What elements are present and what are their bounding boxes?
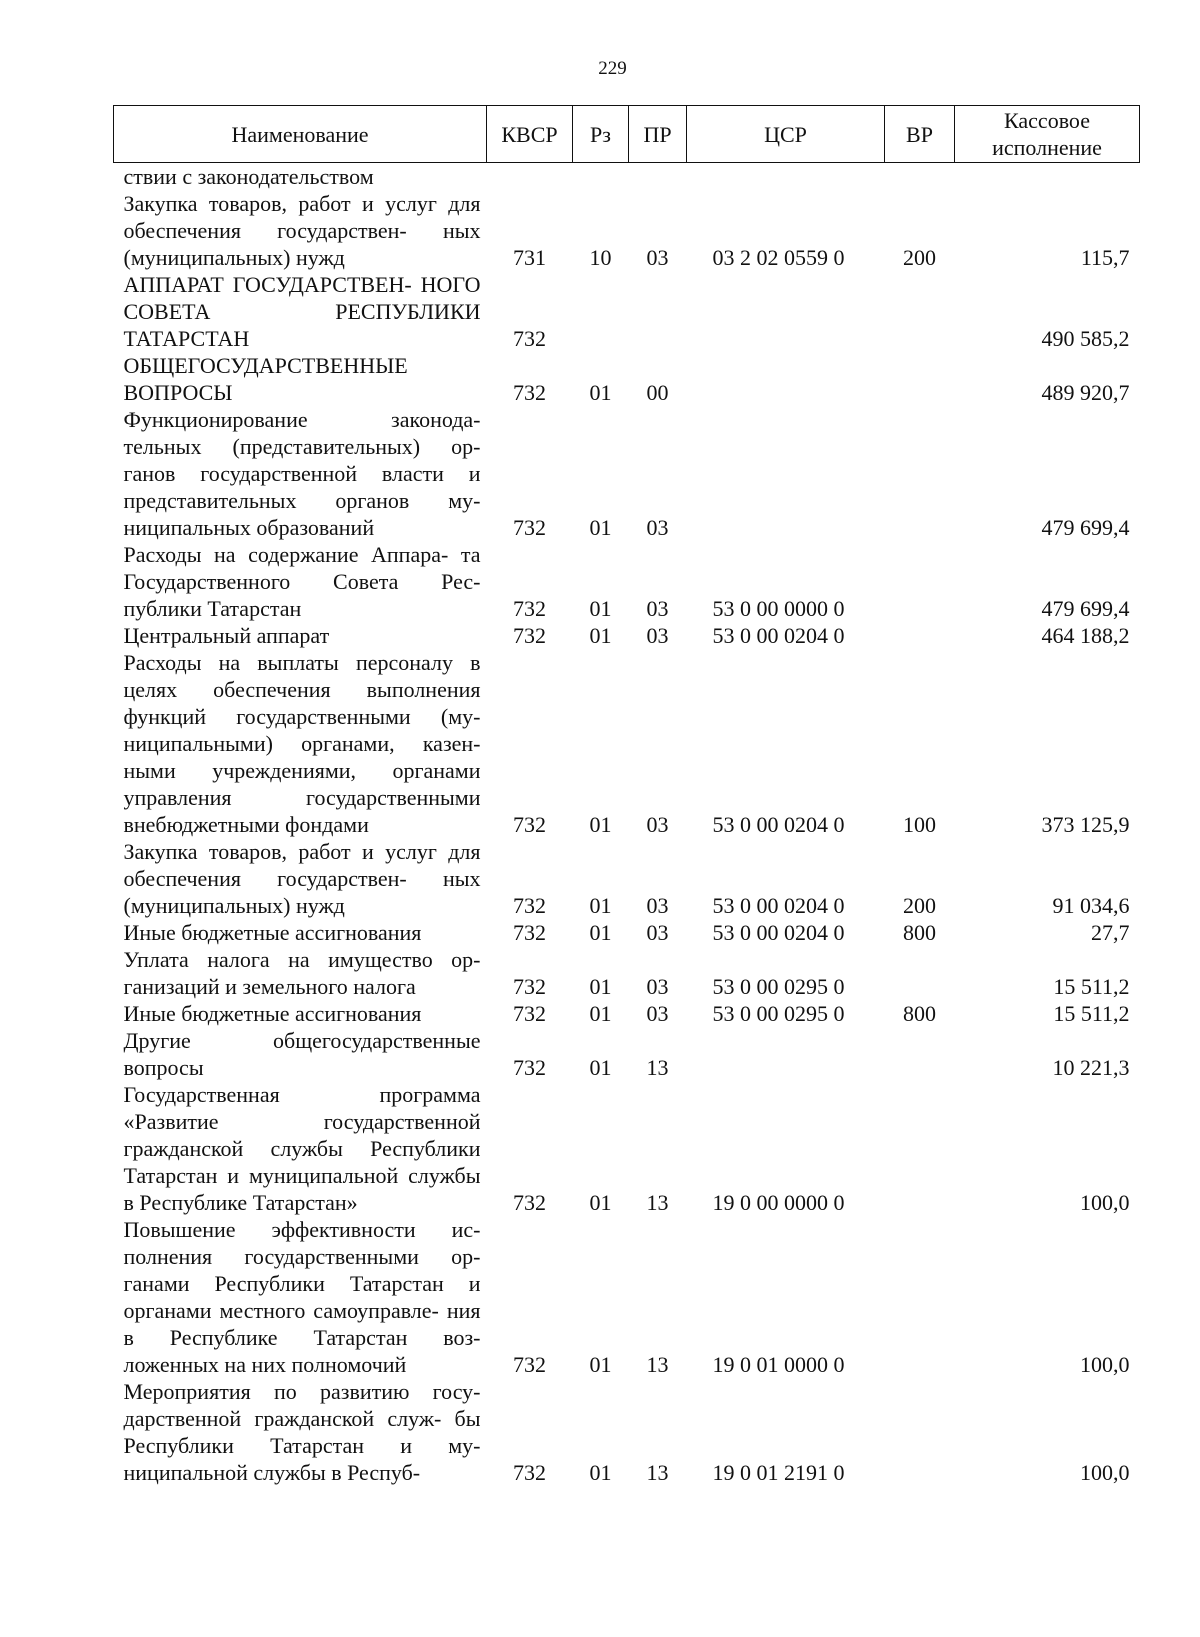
cell-sum: 464 188,2 <box>1041 623 1130 648</box>
cell-csr <box>687 406 885 541</box>
table-row <box>114 190 1140 271</box>
cell-kvsr: 732 <box>513 623 546 648</box>
cell-csr: 53 0 00 0295 0 <box>712 1001 845 1026</box>
table-row <box>114 649 1140 838</box>
cell-kvsr: 732 <box>513 1055 546 1080</box>
cell-sum: 15 511,2 <box>1053 974 1130 999</box>
cell-kvsr: 732 <box>513 1001 546 1026</box>
cell-name: Повышение эффективности ис- полнения государственными ор- ганами Республики Татарстан и органами местного самоуправле- ния в Республике Татарстан воз- ложенных на них полномочий <box>123 1217 481 1377</box>
table-row <box>114 1027 1140 1081</box>
table-row <box>114 352 1140 406</box>
cell-name: АППАРАТ ГОСУДАРСТВЕН- НОГО СОВЕТА РЕСПУБЛИКИ ТАТАРСТАН <box>123 272 481 351</box>
cell-rz: 10 <box>589 245 612 270</box>
cell-csr: 53 0 00 0204 0 <box>712 623 845 648</box>
cell-kvsr: 732 <box>513 1460 546 1485</box>
cell-rz: 01 <box>589 974 612 999</box>
cell-sum: 100,0 <box>1080 1352 1130 1377</box>
cell-rz <box>573 163 629 191</box>
cell-kvsr: 732 <box>513 974 546 999</box>
cell-rz: 01 <box>589 812 612 837</box>
cell-vr <box>885 406 955 541</box>
cell-csr: 53 0 00 0000 0 <box>712 596 845 621</box>
cell-pr: 03 <box>646 974 669 999</box>
cell-rz: 01 <box>589 1190 612 1215</box>
table-row <box>114 838 1140 919</box>
cell-vr <box>885 1216 955 1378</box>
cell-csr <box>687 1027 885 1081</box>
cell-sum: 27,7 <box>1091 920 1130 945</box>
header-rz: Рз <box>573 106 629 163</box>
cell-name: ствии с законодательством <box>123 164 374 189</box>
table-row <box>114 1216 1140 1378</box>
cell-rz: 01 <box>589 1460 612 1485</box>
cell-csr <box>687 271 885 352</box>
cell-name: Уплата налога на имущество ор- ганизаций и земельного налога <box>123 947 481 999</box>
header-name: Наименование <box>114 106 487 163</box>
cell-sum: 115,7 <box>1080 245 1130 270</box>
cell-kvsr: 732 <box>513 1190 546 1215</box>
cell-vr <box>885 352 955 406</box>
cell-rz: 01 <box>589 515 612 540</box>
cell-pr: 03 <box>646 623 669 648</box>
cell-rz: 01 <box>589 1055 612 1080</box>
table-row <box>114 622 1140 649</box>
cell-name: Закупка товаров, работ и услуг для обеспечения государствен- ных (муниципальных) нужд <box>123 191 481 270</box>
cell-sum: 100,0 <box>1080 1190 1130 1215</box>
cell-name: Функционирование законода- тельных (представительных) ор- ганов государственной власти и представительных органов му- ниципальных образований <box>123 407 481 540</box>
cell-kvsr <box>487 163 573 191</box>
cell-csr: 53 0 00 0204 0 <box>712 893 845 918</box>
budget-execution-table <box>113 105 1140 1486</box>
cell-sum: 490 585,2 <box>1041 326 1130 351</box>
header-csr: ЦСР <box>687 106 885 163</box>
table-row <box>114 1081 1140 1216</box>
cell-rz: 01 <box>589 596 612 621</box>
cell-rz: 01 <box>589 1352 612 1377</box>
cell-pr: 03 <box>646 920 669 945</box>
cell-csr <box>687 352 885 406</box>
cell-name: Центральный аппарат <box>123 623 330 648</box>
table-row <box>114 271 1140 352</box>
cell-vr: 200 <box>903 893 936 918</box>
cell-pr: 03 <box>646 893 669 918</box>
cell-name: ОБЩЕГОСУДАРСТВЕННЫЕ ВОПРОСЫ <box>123 353 408 405</box>
cell-kvsr: 732 <box>513 920 546 945</box>
cell-rz: 01 <box>589 920 612 945</box>
cell-pr: 13 <box>646 1352 669 1377</box>
cell-pr: 03 <box>646 812 669 837</box>
cell-csr: 03 2 02 0559 0 <box>712 245 845 270</box>
cell-sum: 15 511,2 <box>1053 1001 1130 1026</box>
cell-vr <box>885 946 955 1000</box>
cell-rz: 01 <box>589 623 612 648</box>
cell-kvsr: 732 <box>513 515 546 540</box>
header-sum: Кассовое исполнение <box>955 106 1140 163</box>
cell-name: Государственная программа «Развитие государственной гражданской службы Республики Татарстан и муниципальной службы в Республике Татарстан» <box>123 1082 481 1215</box>
table-row <box>114 163 1140 191</box>
table-header-row <box>114 106 1140 163</box>
cell-vr: 200 <box>903 245 936 270</box>
cell-pr <box>629 271 687 352</box>
table-row <box>114 406 1140 541</box>
cell-csr: 53 0 00 0295 0 <box>712 974 845 999</box>
table-row <box>114 1000 1140 1027</box>
cell-name: Закупка товаров, работ и услуг для обеспечения государствен- ных (муниципальных) нужд <box>123 839 481 918</box>
cell-vr: 800 <box>903 920 936 945</box>
cell-vr: 800 <box>903 1001 936 1026</box>
cell-name: Другие общегосударственные вопросы <box>123 1028 481 1080</box>
table-row <box>114 541 1140 622</box>
cell-pr: 03 <box>646 1001 669 1026</box>
cell-pr: 13 <box>646 1055 669 1080</box>
cell-sum: 373 125,9 <box>1041 812 1130 837</box>
cell-csr: 53 0 00 0204 0 <box>712 920 845 945</box>
table-row <box>114 946 1140 1000</box>
cell-csr: 19 0 00 0000 0 <box>712 1190 845 1215</box>
cell-kvsr: 732 <box>513 893 546 918</box>
cell-name: Расходы на содержание Аппара- та Государственного Совета Рес- публики Татарстан <box>123 542 481 621</box>
cell-pr: 00 <box>646 380 669 405</box>
cell-name: Иные бюджетные ассигнования <box>123 1001 422 1026</box>
cell-pr: 03 <box>646 596 669 621</box>
cell-csr: 19 0 01 2191 0 <box>712 1460 845 1485</box>
cell-rz: 01 <box>589 893 612 918</box>
cell-vr <box>885 163 955 191</box>
header-pr: ПР <box>629 106 687 163</box>
table-row <box>114 1378 1140 1486</box>
cell-kvsr: 731 <box>513 245 546 270</box>
cell-name: Мероприятия по развитию госу- дарственной гражданской служ- бы Республики Татарстан и му- ниципальной службы в Респуб- <box>123 1379 481 1485</box>
cell-sum: 489 920,7 <box>1041 380 1130 405</box>
cell-vr <box>885 622 955 649</box>
cell-sum: 479 699,4 <box>1041 515 1130 540</box>
cell-csr: 53 0 00 0204 0 <box>712 812 845 837</box>
header-vr: ВР <box>885 106 955 163</box>
cell-kvsr: 732 <box>513 812 546 837</box>
cell-vr <box>885 1081 955 1216</box>
cell-sum: 100,0 <box>1080 1460 1130 1485</box>
cell-kvsr: 732 <box>513 380 546 405</box>
header-kvsr: КВСР <box>487 106 573 163</box>
cell-pr: 03 <box>646 245 669 270</box>
cell-sum <box>955 163 1140 191</box>
cell-kvsr: 732 <box>513 1352 546 1377</box>
cell-vr <box>885 1378 955 1486</box>
cell-sum: 479 699,4 <box>1041 596 1130 621</box>
cell-csr <box>687 163 885 191</box>
page-number: 229 <box>598 58 627 79</box>
cell-vr: 100 <box>903 812 936 837</box>
cell-vr <box>885 1027 955 1081</box>
cell-kvsr: 732 <box>513 596 546 621</box>
cell-sum: 91 034,6 <box>1052 893 1130 918</box>
cell-pr: 03 <box>646 515 669 540</box>
cell-rz <box>573 271 629 352</box>
cell-pr: 13 <box>646 1460 669 1485</box>
cell-sum: 10 221,3 <box>1052 1055 1130 1080</box>
cell-vr <box>885 541 955 622</box>
cell-vr <box>885 271 955 352</box>
cell-pr <box>629 163 687 191</box>
cell-kvsr: 732 <box>513 326 546 351</box>
table-row <box>114 919 1140 946</box>
cell-pr: 13 <box>646 1190 669 1215</box>
cell-rz: 01 <box>589 380 612 405</box>
cell-name: Расходы на выплаты персоналу в целях обеспечения выполнения функций государственными (му- ниципальными) органами, казен- ными учреждениями, органами управления государственными внебюджетными фондами <box>123 650 481 837</box>
cell-rz: 01 <box>589 1001 612 1026</box>
cell-name: Иные бюджетные ассигнования <box>123 920 422 945</box>
cell-csr: 19 0 01 0000 0 <box>712 1352 845 1377</box>
